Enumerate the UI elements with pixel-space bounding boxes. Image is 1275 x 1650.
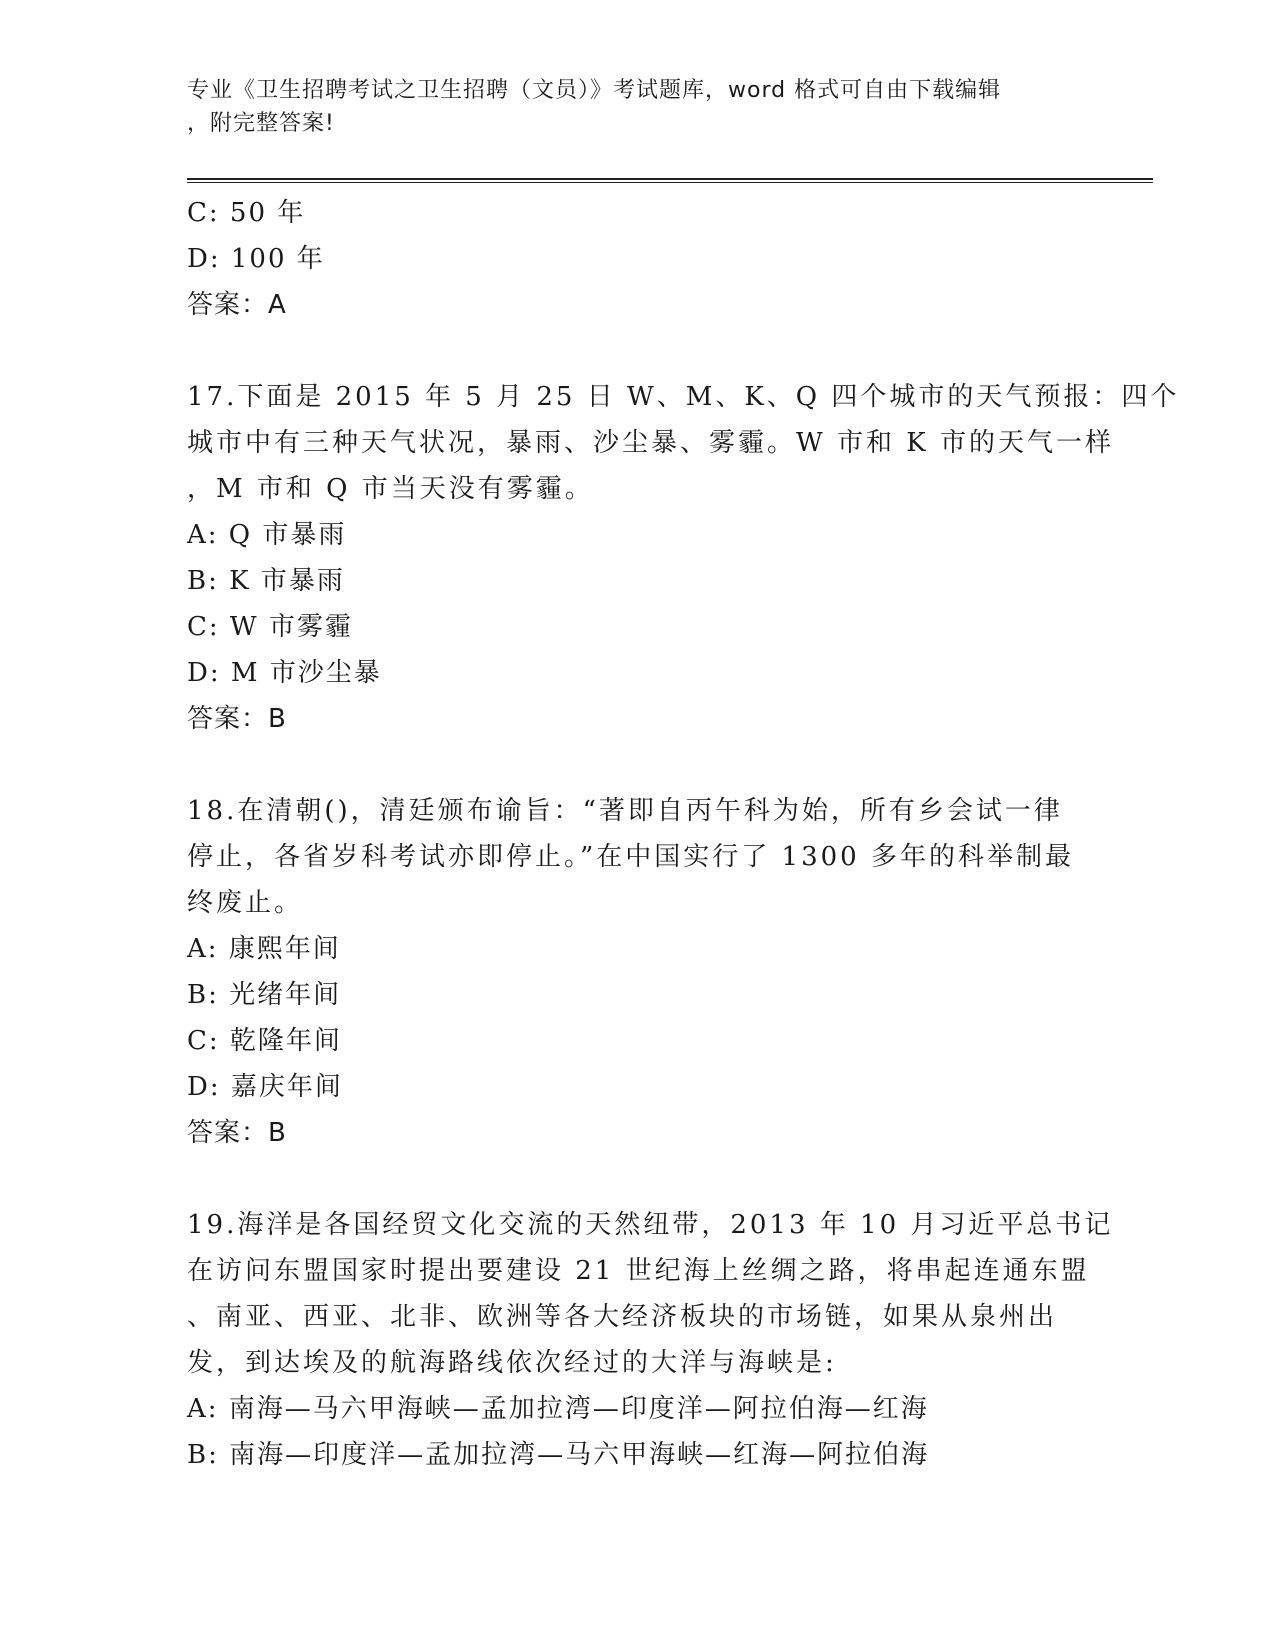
option-b: B: K 市暴雨 (187, 566, 345, 596)
stem-line: 17.下面是 2015 年 5 月 25 日 W、M、K、Q 四个城市的天气预报：四个 (187, 382, 1180, 412)
stem-line: 、南亚、西亚、北非、欧洲等各大经济板块的市场链，如果从泉州出 (187, 1302, 1058, 1332)
header-rule-thick (187, 178, 1153, 180)
answer-label: 答案：B (187, 704, 287, 734)
option-d: D: M 市沙尘暴 (187, 658, 382, 688)
option-c: C: W 市雾霾 (187, 612, 353, 642)
option-d: D: 嘉庆年间 (187, 1072, 343, 1102)
header-line-2: ，附完整答案! (187, 111, 335, 136)
option-b: B: 南海—印度洋—孟加拉湾—马六甲海峡—红海—阿拉伯海 (187, 1440, 930, 1470)
spacer (187, 1156, 1087, 1202)
stem-line: 停止，各省岁科考试亦即停止。”在中国实行了 1300 多年的科举制最 (187, 842, 1074, 872)
question-stem (187, 788, 1087, 926)
stem-line: 在访问东盟国家时提出要建设 21 世纪海上丝绸之路，将串起连通东盟 (187, 1256, 1090, 1286)
stem-line: ，M 市和 Q 市当天没有雾霾。 (187, 474, 594, 504)
spacer (187, 742, 1087, 788)
question-body (187, 190, 1180, 1478)
question-18 (187, 788, 1087, 1156)
question-stem (187, 1202, 1114, 1386)
question-17 (187, 374, 1180, 742)
question-19 (187, 1202, 1114, 1478)
option-c: C: 50 年 (187, 198, 306, 228)
option-a: A: 康熙年间 (187, 934, 341, 964)
answer-label: 答案：B (187, 1118, 287, 1148)
stem-line: 城市中有三种天气状况，暴雨、沙尘暴、雾霾。W 市和 K 市的天气一样 (187, 428, 1114, 458)
document-header (187, 74, 1067, 140)
option-b: B: 光绪年间 (187, 980, 342, 1010)
option-d: D: 100 年 (187, 244, 325, 274)
stem-line: 终废止。 (187, 888, 304, 918)
stem-line: 18.在清朝()，清廷颁布谕旨：“著即自丙午科为始，所有乡会试一律 (187, 796, 1063, 826)
option-a: A: 南海—马六甲海峡—孟加拉湾—印度洋—阿拉伯海—红海 (187, 1394, 929, 1424)
option-c: C: 乾隆年间 (187, 1026, 342, 1056)
answer-label: 答案：A (187, 290, 287, 320)
spacer (187, 328, 1087, 374)
stem-line: 19.海洋是各国经贸文化交流的天然纽带，2013 年 10 月习近平总书记 (187, 1210, 1114, 1240)
question-stem (187, 374, 1180, 512)
header-rule-thin (187, 182, 1153, 183)
header-line-1: 专业《卫生招聘考试之卫生招聘（文员）》考试题库，word 格式可自由下载编辑 (187, 78, 1002, 103)
question-16-tail (187, 190, 1087, 328)
option-a: A: Q 市暴雨 (187, 520, 347, 550)
stem-line: 发，到达埃及的航海路线依次经过的大洋与海峡是: (187, 1348, 837, 1378)
